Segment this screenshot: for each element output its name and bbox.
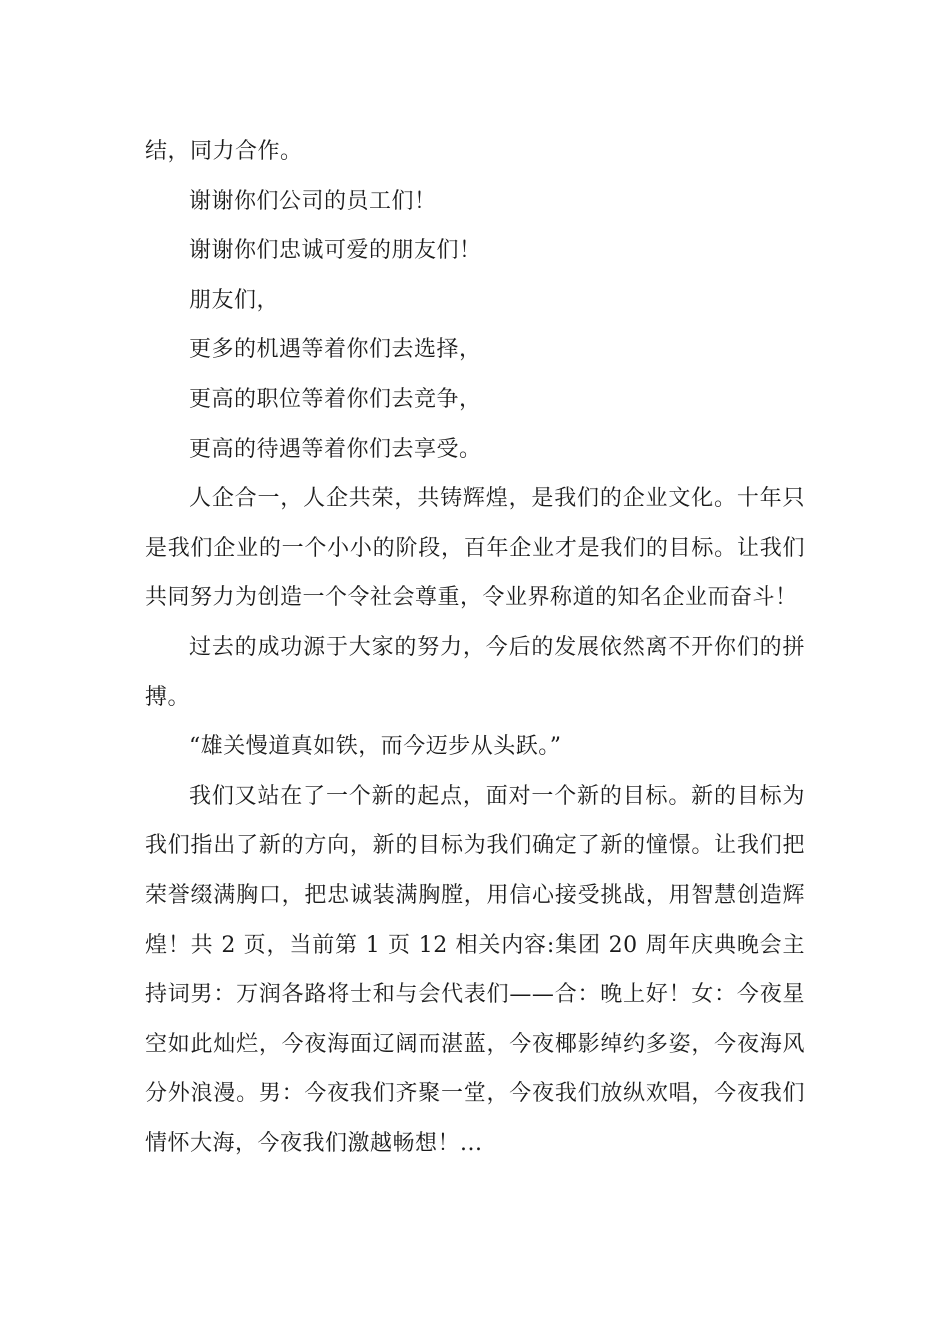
paragraph: 结，同力合作。 [145,139,303,164]
paragraph: 谢谢你们公司的员工们！ [189,188,437,214]
paragraph: 更高的待遇等着你们去享受。 [189,436,482,462]
paragraph: 过去的成功源于大家的努力，今后的发展依然离不开你们的拼搏。 [145,634,805,710]
paragraph: 朋友们， [189,287,280,313]
paragraph: “雄关慢道真如铁，而今迈步从头跃。” [189,734,562,760]
paragraph: 我们又站在了一个新的起点，面对一个新的目标。新的目标为我们指出了新的方向，新的目标为我们确定了新的憧憬。让我们把荣誉缀满胸口，把忠诚装满胸膛，用信心接受挑战，用智慧创造辉煌！共 2 页，当前第 1 页 12 相关内容:集团 20 周年庆典晚会主持词男：万润各路将士和与会代表们——合：晚上好！女：今夜星空如此灿烂，今夜海面辽阔而湛蓝，今夜椰影绰约多姿，今夜海风分外浪漫。男：今夜我们齐聚一堂，今夜我们放纵欢唱，今夜我们情怀大海，今夜我们激越畅想！... [145,783,805,1156]
paragraph: 谢谢你们忠诚可爱的朋友们！ [189,238,482,264]
paragraph: 更多的机遇等着你们去选择， [189,337,482,363]
document-body [145,127,805,1168]
paragraph: 人企合一，人企共荣，共铸辉煌，是我们的企业文化。十年只是我们企业的一个小小的阶段，百年企业才是我们的目标。让我们共同努力为创造一个令社会尊重，令业界称道的知名企业而奋斗！ [145,486,805,611]
paragraph: 更高的职位等着你们去竞争， [189,386,482,412]
